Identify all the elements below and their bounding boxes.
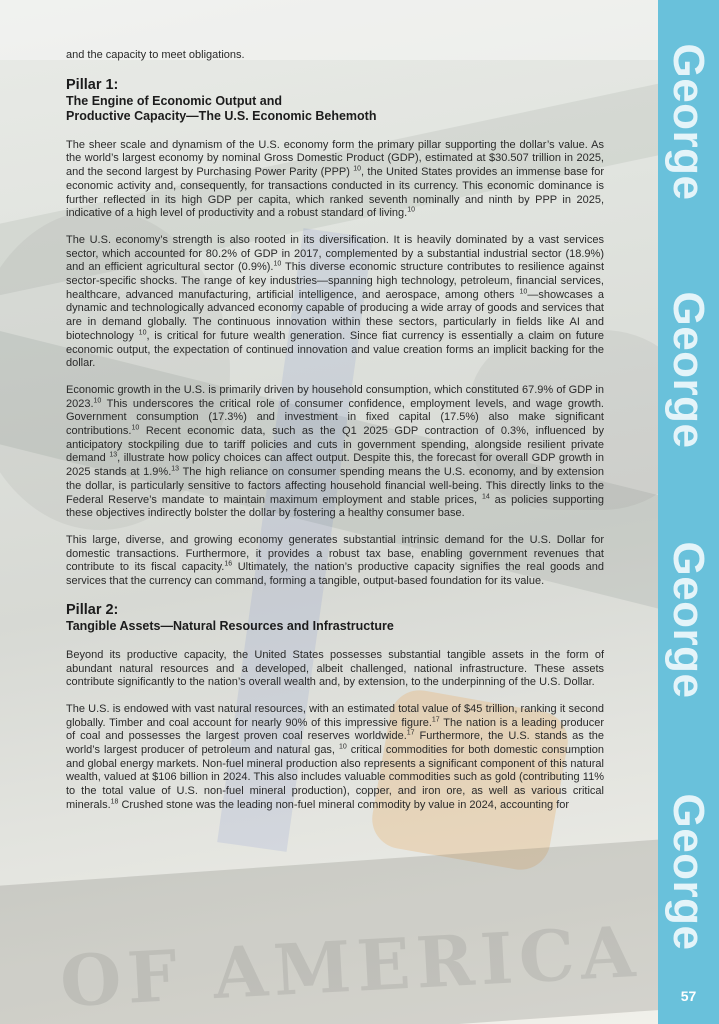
pillar2-paragraph-2: The U.S. is endowed with vast natural resources, with an estimated total value of $45 trillion, ranking it second globally. Timber and coal account for nearly 90% of this impressive figure.$^{17}$ The nation is a leading producer of coal and possesses the largest proven coal reserves worldwide.$^{17}$ Furthermore, the U.S. stands as the world’s largest producer of petroleum and natural gas, $^{10}$ critical commodities for both domestic consumption and global energy markets. Non-fuel mineral production also represents a significant component of this natural wealth, valued at $106 billion in 2024. This also includes valuable commodities such as gold (contributing 11% to the total value of U.S. non-fuel mineral production), copper, and iron ore, as well as various critical minerals.$^{18}$ Crushed stone was the leading non-fuel mineral commodity by value in 2024, accounting for xyxy=(66,702,604,811)
footnote-ref: 10 xyxy=(353,165,362,173)
footnote-ref: 10 xyxy=(273,260,282,268)
bg-note-lettering: OF AMERICA xyxy=(58,909,643,1024)
pillar2-paragraph-1: Beyond its productive capacity, the United States possesses substantial tangible assets in the form of abundant natural resources and a developed, albeit challenged, national infrastructure. These assets contribute significantly to the nation’s overall wealth and, by extension, to the underpinning of the U.S. Dollar. xyxy=(66,648,604,689)
article-body xyxy=(66,49,604,826)
pillar1-paragraph-3: Economic growth in the U.S. is primarily driven by household consumption, which constituted 67.9% of GDP in 2023.10 This underscores the critical role of consumer confidence, employment levels, and wage growth. Government consumption (17.3%) and investment in fixed capital (17.5%) also make significant contributions.$^{10}$ Recent economic data, such as the Q1 2025 GDP contraction of 0.3%, influenced by anticipatory stockpiling due to tariff policies and cuts in government spending, alongside resilient private demand $^{13}$, illustrate how policy choices can affect output. Despite this, the forecast for overall GDP growth in 2025 stands at 1.9%.$^{13}$ The high reliance on consumer spending means the U.S. economy, and by extension the dollar, is particularly sensitive to factors affecting household financial well-being. This directly links to the Federal Reserve’s mandate to maintain maximum employment and stable prices, $^{14}$ as policies supporting these objectives indirectly bolster the dollar by fostering a healthy consumer base. xyxy=(66,383,605,520)
footnote-ref: 18 xyxy=(110,798,119,806)
pillar1-subheading: The Engine of Economic Output and Productive Capacity—The U.S. Economic Behemoth xyxy=(66,93,377,123)
intro-line: and the capacity to meet obligations. xyxy=(66,49,245,61)
pillar1-paragraph-2: The U.S. economy’s strength is also rooted in its diversification. It is heavily dominated by a vast services sector, which accounted for 80.2% of GDP in 2017, complemented by a substantial industrial sector (18.9%) and an efficient agricultural sector (0.9%).$^{10}$ This diverse economic structure contributes to resilience against sector-specific shocks. The range of key industries—spanning high technology, petroleum, financial services, healthcare, advanced manufacturing, artificial intelligence, and aerospace, among others $^{10}$—showcases a dynamic and technologically advanced economy capable of producing a wide array of goods and services that are in demand globally. The continuous innovation within these sectors, particularly in fields like AI and biotechnology $^{10}$, is critical for future wealth generation. Since fiat currency is essentially a claim on future economic output, the expectation of continued innovation and value creation forms an implicit backing for the dollar. xyxy=(66,233,605,370)
right-sidebar xyxy=(658,0,719,1024)
footnote-ref: 10 xyxy=(93,397,102,404)
footnote-ref: 10 xyxy=(338,743,347,751)
footnote-ref: 10 xyxy=(138,329,147,337)
footnote-ref: 10 xyxy=(131,424,140,432)
sidebar-watermark: George xyxy=(664,793,713,951)
pillar1-heading: Pillar 1: xyxy=(66,76,119,93)
footnote-ref: 14 xyxy=(481,492,490,500)
pillar2-heading: Pillar 2: xyxy=(66,601,119,618)
footnote-ref: 17 xyxy=(406,729,415,737)
pillar1-paragraph-1: The sheer scale and dynamism of the U.S. economy form the primary pillar supporting the dollar’s value. As the world’s largest economy by nominal Gross Domestic Product (GDP), estimated at $30.507 trillion in 2025, and the second largest by Purchasing Power Parity (PPP) $^{10}$, the United States provides an immense base for economic activity and, consequently, for transactions conducted in its currency. This economic dominance is further reflected in its high GDP per capita, which ranked seventh nominally and ninth by PPP in 2025, indicative of a high level of productivity and a robust standard of living.$^{10}$ xyxy=(66,138,605,220)
footnote-ref: 13 xyxy=(171,465,180,473)
pillar1-paragraph-4: This large, diverse, and growing economy generates substantial intrinsic demand for the U.S. Dollar for domestic transactions. Furthermore, it provides a robust tax base, enabling government revenues that contribute to its fiscal capacity.$^{16}$ Ultimately, the nation’s productive capacity signifies the real goods and services that the currency can command, forming a tangible, output-based foundation for its value. xyxy=(66,533,604,588)
footnote-ref: 10 xyxy=(407,206,415,214)
sidebar-watermark: George xyxy=(664,43,713,201)
page-number: 57 xyxy=(680,988,697,1004)
footnote-ref: 16 xyxy=(224,560,233,568)
sidebar-watermark: George xyxy=(664,291,713,449)
sidebar-watermark: George xyxy=(664,541,713,699)
footnote-ref: 17 xyxy=(431,715,440,723)
pillar2-subheading: Tangible Assets—Natural Resources and Infrastructure xyxy=(66,618,394,633)
footnote-ref: 13 xyxy=(109,451,118,459)
footnote-ref: 10 xyxy=(519,288,528,296)
